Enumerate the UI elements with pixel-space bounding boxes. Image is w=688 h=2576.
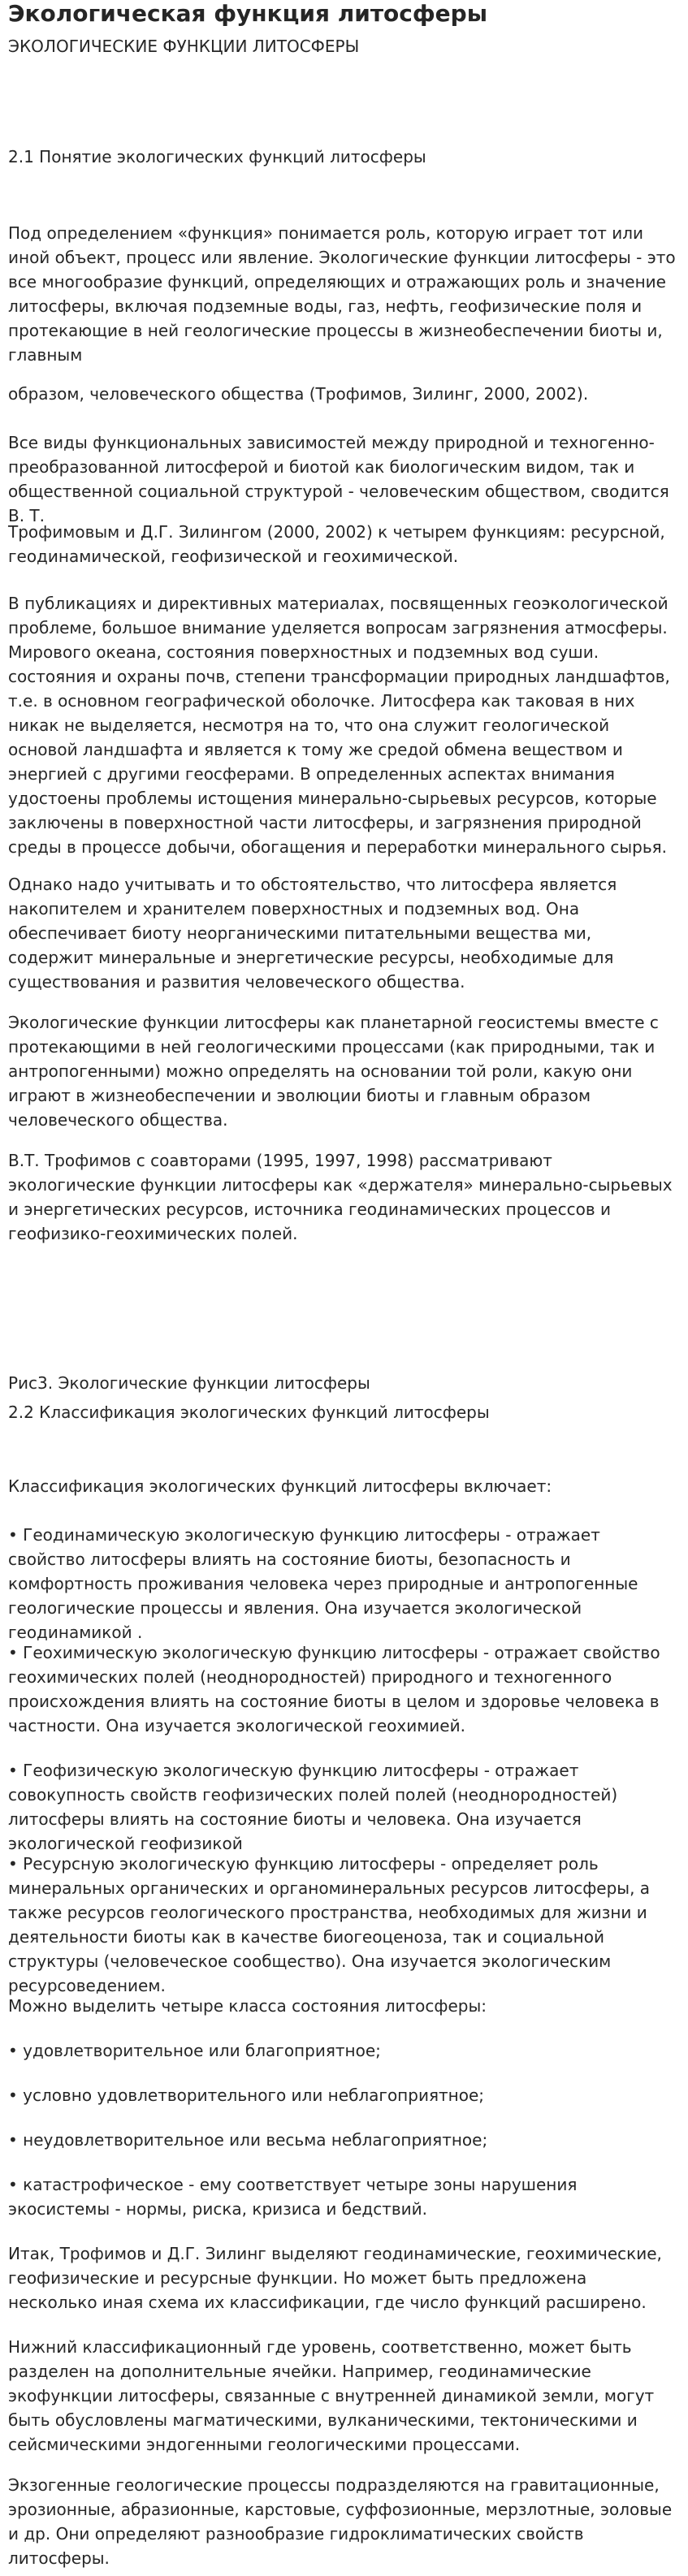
paragraph-four-states: Можно выделить четыре класса состояния литосферы: xyxy=(8,1996,487,2016)
paragraph-exogenous: Экзогенные геологические процессы подразделяются на гравитационные, эрозионные, абразионные, карстовые, суффозионные, мерзлотные, эоловые и др. Они определяют разнообразие гидроклиматических свойств литосферы. xyxy=(8,2475,673,2568)
section-heading-concept: 2.1 Понятие экологических функций литосферы xyxy=(8,147,426,166)
bullet-geochemical: • Геохимическую экологическую функцию литосферы - отражает свойство геохимических полей (неоднородностей) природного и техногенного происхождения влиять на состояние биоты в целом и здоровье человека в частности. Она изучается экологической геохимией. xyxy=(8,1643,660,1735)
bullet-resource: • Ресурсную экологическую функцию литосферы - определяет роль минеральных органических и органоминеральных ресурсов литосферы, а также ресурсов геологического пространства, необходимых для жизни и деятельности биоты как в качестве биогеоценоза, так и социальной структуры (человеческое сообщество). Она изучается экологическим ресурсоведением. xyxy=(8,1854,651,1995)
document-subtitle: ЭКОЛОГИЧЕСКИЕ ФУНКЦИИ ЛИТОСФЕРЫ xyxy=(8,37,360,56)
bullet-geodynamic: • Геодинамическую экологическую функцию литосферы - отражает свойство литосферы влиять на состояние биоты, безопасность и комфортность проживания человека через природные и антропогенные геологические процессы и явления. Она изучается экологической геодинамикой . xyxy=(8,1525,638,1642)
bullet-geophysical: • Геофизическую экологическую функцию литосферы - отражает совокупность свойств геофизических полей полей (неоднородностей) литосферы влиять на состояние биоты и человека. Она изучается экологической геофизикой xyxy=(8,1761,618,1853)
paragraph-planetary-geosystem: Экологические функции литосферы как планетарной геосистемы вместе с протекающими в ней геологическими процессами (как природными, так и антропогенными) можно определять на основании той роли, какую они играют в жизнеобеспечении и эволюции биоты и главным образом человеческого общества. xyxy=(8,1013,659,1130)
paragraph-publications: В публикациях и директивных материалах, посвященных геоэкологической проблеме, большое внимание уделяется вопросам загрязнения атмосферы. Мирового океана, состояния поверхностных и подземных вод суши. состояния и охраны почв, степени трансформации природных ландшафтов, т.е. в основном географической оболочке. Литосфера как таковая в них никак не выделяется, несмотря на то, что она служит геологической основой ландшафта и является к тому же средой обмена веществом и энергией с другими геосферами. В определенных аспектах внимания удостоены проблемы истощения минерально-сырьевых ресурсов, которые заключены в поверхностной части литосферы, и загрязнения природной среды в процессе добычи, обогащения и переработки минерального сырья. xyxy=(8,594,670,857)
paragraph-function-definition: Под определением «функция» понимается роль, которую играет тот или иной объект, процесс или явление. Экологические функции литосферы - это все многообразие функций, определяющих и отражающих роль и значение литосферы, включая подземные воды, газ, нефть, геофизические поля и протекающие в ней геологические процессы в жизнеобеспечении биоты и, главным xyxy=(8,223,676,365)
paragraph-four-functions: Трофимовым и Д.Г. Зилингом (2000, 2002) к четырем функциям: ресурсной, геодинамической, геофизической и геохимической. xyxy=(8,522,665,566)
paragraph-accumulator: Однако надо учитывать и то обстоятельство, что литосфера является накопителем и хранителем поверхностных и подземных вод. Она обеспечивает биоту неорганическими питательными вещества ми, содержит минеральные и энергетические ресурсы, необходимые для существования и развития человеческого общества. xyxy=(8,875,617,992)
state-item-conditional: • условно удовлетворительного или неблагоприятное; xyxy=(8,2085,484,2105)
state-item-unsatisfactory: • неудовлетворительное или весьма неблагоприятное; xyxy=(8,2130,488,2150)
paragraph-dependencies: Все виды функциональных зависимостей между природной и техногенно-преобразованной литосферой и биотой как биологическим видом, так и общественной социальной структурой - человеческим обществом, сводится В. Т. xyxy=(8,433,669,525)
state-item-catastrophic: • катастрофическое - ему соответствует четыре зоны нарушения экосистемы - нормы, риска, кризиса и бедствий. xyxy=(8,2175,578,2219)
paragraph-summary: Итак, Трофимов и Д.Г. Зилинг выделяют геодинамические, геохимические, геофизические и ресурсные функции. Но может быть предложена несколько иная схема их классификации, где число функций расширено. xyxy=(8,2244,662,2312)
page-title: Экологическая функция литосферы xyxy=(8,0,488,27)
paragraph-classification-intro: Классификация экологических функций литосферы включает: xyxy=(8,1476,552,1496)
paragraph-trofimov: В.Т. Трофимов с соавторами (1995, 1997, 1998) рассматривают экологические функции литосферы как «держателя» минерально-сырьевых и энергетических ресурсов, источника геодинамических процессов и геофизико-геохимических полей. xyxy=(8,1151,673,1243)
state-item-favorable: • удовлетворительное или благоприятное; xyxy=(8,2041,381,2060)
figure-caption: Рис3. Экологические функции литосферы xyxy=(8,1373,370,1393)
paragraph-citation: образом, человеческого общества (Трофимов, Зилинг, 2000, 2002). xyxy=(8,384,589,404)
paragraph-lower-level: Нижний классификационный где уровень, соответственно, может быть разделен на дополнительные ячейки. Например, геодинамические экофункции литосферы, связанные с внутренней динамикой земли, могут быть обусловлены магматическими, вулканическими, тектоническими и сейсмическими эндогенными геологическими процессами. xyxy=(8,2337,655,2454)
section-heading-classification: 2.2 Классификация экологических функций литосферы xyxy=(8,1403,490,1422)
